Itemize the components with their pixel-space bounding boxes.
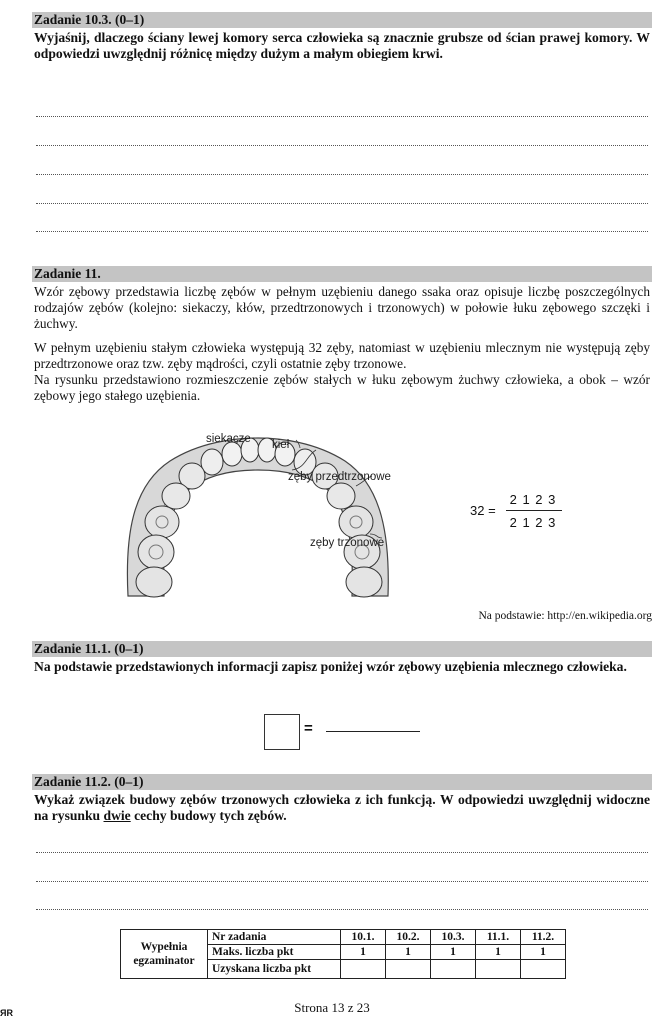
task-number-cell: 11.2. [521,930,566,945]
task-11-header: Zadanie 11. [32,266,652,282]
question-text-b: cechy budowy tych zębów. [130,808,287,823]
page-number: Strona 13 z 23 [294,1000,370,1015]
question-text-a: Wykaż związek budowy zębów trzonowych człowieka z ich funkcją. W odpowiedzi uwzględnij widoczne na rysunku [34,792,650,823]
answer-line[interactable] [36,145,648,146]
obtained-points-cell[interactable] [431,960,476,979]
task-10-3-question: Wyjaśnij, dlaczego ściany lewej komory serca człowieka są znacznie grubsze od ścian prawej komory. W odpowiedzi uwzględnij różnicę między dużym a małym obiegiem krwi. [34,30,650,61]
label-premolars: zęby przedtrzonowe [288,471,391,483]
task-11-2-question [34,792,650,824]
formula-denominator: 2 1 2 3 [509,515,557,530]
task-11-paragraph-3: Na rysunku przedstawiono rozmieszczenie zębów stałych w łuku zębowym żuchwy człowieka, a obok – wzór zębowy jego stałego uzębienia. [34,372,650,403]
formula-fraction-bar [506,510,562,511]
task-number-cell: 11.1. [476,930,521,945]
answer-line[interactable] [36,231,648,232]
obtained-points-cell[interactable] [521,960,566,979]
examiner-score-table [120,929,566,979]
label-canine: kieł [272,439,290,451]
molar-teeth [136,506,385,597]
row-label-obtained-points: Uzyskana liczba pkt [208,960,341,979]
task-11-paragraph-1: Wzór zębowy przedstawia liczbę zębów w pełnym uzębieniu danego ssaka oraz opisuje liczbę poszczególnych rodzajów zębów (kolejno: siekaczy, kłów, przedtrzonowych i trzonowych) w połowie łuku zębowego szczęki i żuchwy. [34,284,650,331]
max-points-cell: 1 [521,945,566,960]
answer-box[interactable] [264,714,300,750]
task-11-2-header: Zadanie 11.2. (0–1) [32,774,652,790]
answer-line[interactable] [36,852,648,853]
max-points-cell: 1 [341,945,386,960]
formula-total: 32 = [470,503,496,518]
figure-source: Na podstawie: http://en.wikipedia.org [478,610,652,622]
label-incisors: siekacze [206,433,251,445]
answer-line[interactable] [36,116,648,117]
answer-line[interactable] [36,203,648,204]
answer-line[interactable] [326,731,420,732]
max-points-cell: 1 [476,945,521,960]
task-11-1-question: Na podstawie przedstawionych informacji zapisz poniżej wzór zębowy uzębienia mlecznego człowieka. [34,659,627,674]
task-10-3-header: Zadanie 10.3. (0–1) [32,12,652,28]
task-11-1-header: Zadanie 11.1. (0–1) [32,641,652,657]
task-number-cell: 10.2. [386,930,431,945]
task-number-cell: 10.1. [341,930,386,945]
answer-line[interactable] [36,881,648,882]
max-points-cell: 1 [386,945,431,960]
equals-sign: = [304,720,313,737]
answer-line[interactable] [36,174,648,175]
obtained-points-cell[interactable] [476,960,521,979]
corner-mark: ЯR [0,1008,13,1018]
formula-numerator: 2 1 2 3 [509,492,557,507]
row-label-max-points: Maks. liczba pkt [208,945,341,960]
lower-jaw-figure [120,426,430,600]
task-number-cell: 10.3. [431,930,476,945]
label-molars: zęby trzonowe [310,537,385,549]
task-11-paragraph-2: W pełnym uzębieniu stałym człowieka występują 32 zęby, natomiast w uzębieniu mlecznym nie występują zęby przedtrzonowe oraz tzw. zęby mądrości, czyli ostatnie zęby trzonowe. [34,340,650,371]
obtained-points-cell[interactable] [341,960,386,979]
row-label-task-number: Nr zadania [208,930,341,945]
obtained-points-cell[interactable] [386,960,431,979]
question-underlined-word: dwie [103,808,131,823]
examiner-fill-label: Wypełnia egzaminator [121,930,208,979]
answer-line[interactable] [36,909,648,910]
max-points-cell: 1 [431,945,476,960]
